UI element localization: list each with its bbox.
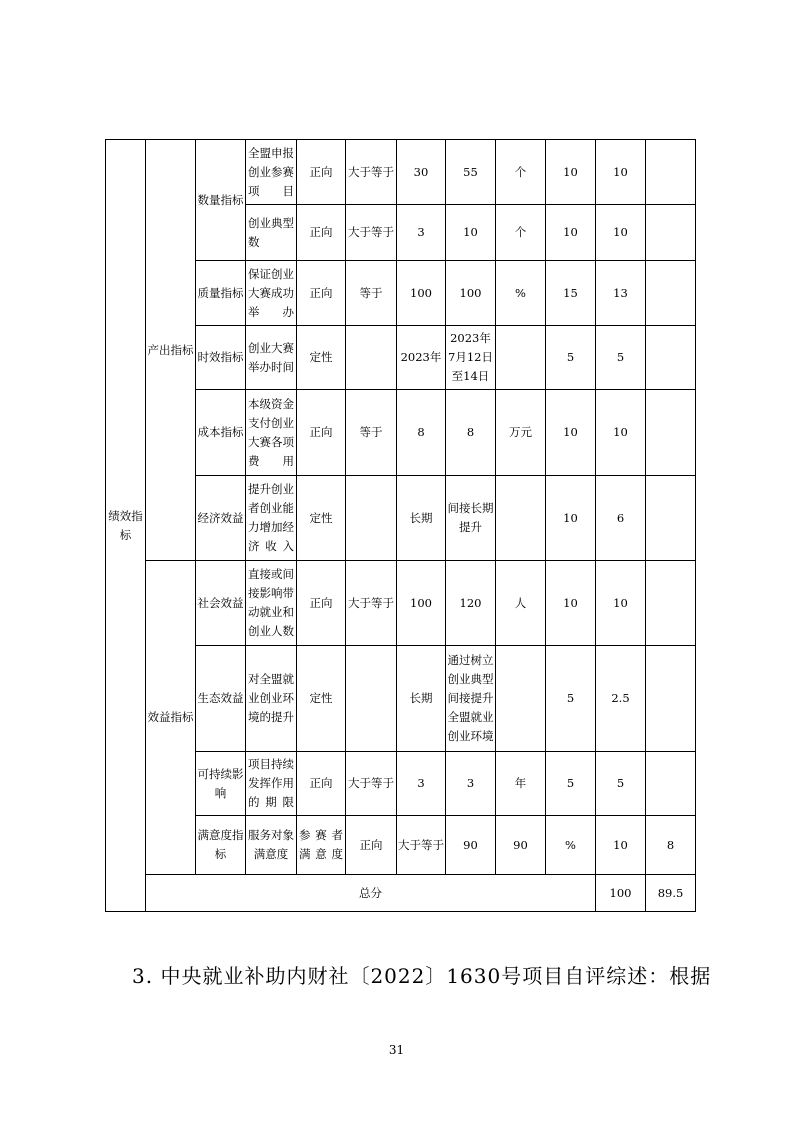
weight-cell: 10 (546, 476, 596, 561)
target-cell: 100 (397, 261, 446, 326)
target-cell: 长期 (397, 476, 446, 561)
section-summary-text: 3. 中央就业补助内财社〔2022〕1630号项目自评综述：根据 (132, 964, 712, 988)
quality-indicator-cell: 质量指标 (196, 261, 246, 326)
total-score-cell: 89.5 (646, 875, 696, 912)
cost-indicator-cell: 成本指标 (196, 390, 246, 476)
direction-cell: 正向 (297, 390, 346, 476)
operator-cell: 大于等于 (346, 205, 397, 261)
direction-cell: 正向 (346, 816, 397, 875)
remark-cell (646, 326, 696, 390)
unit-cell: % (496, 261, 546, 326)
unit-cell: 个 (496, 140, 546, 205)
sustainable-indicator-cell: 可持续影响 (196, 752, 246, 816)
target-cell: 90 (446, 816, 496, 875)
operator-cell (346, 326, 397, 390)
unit-cell (496, 646, 546, 752)
remark-cell (646, 261, 696, 326)
direction-cell: 正向 (297, 261, 346, 326)
table-row (106, 561, 696, 646)
indicator-desc: 全盟申报创业参赛项目 (246, 140, 297, 205)
score-cell: 8 (646, 816, 696, 875)
total-weight-cell: 100 (596, 875, 646, 912)
weight-cell: 10 (596, 816, 646, 875)
unit-cell: % (546, 816, 596, 875)
table-row (106, 140, 696, 205)
target-cell: 3 (397, 752, 446, 816)
weight-cell: 10 (546, 140, 596, 205)
operator-cell (346, 646, 397, 752)
target-cell: 3 (397, 205, 446, 261)
remark-cell (646, 205, 696, 261)
score-cell: 6 (596, 476, 646, 561)
actual-cell: 2023年7月12日至14日 (446, 326, 496, 390)
table-row (106, 875, 696, 912)
indicator-desc: 保证创业大赛成功举办 (246, 261, 297, 326)
score-cell: 2.5 (596, 646, 646, 752)
target-cell: 8 (397, 390, 446, 476)
target-cell: 2023年 (397, 326, 446, 390)
weight-cell: 10 (546, 390, 596, 476)
weight-cell: 5 (546, 646, 596, 752)
operator-cell: 等于 (346, 261, 397, 326)
unit-cell (496, 476, 546, 561)
unit-cell: 年 (496, 752, 546, 816)
score-cell: 10 (596, 205, 646, 261)
score-cell: 5 (596, 326, 646, 390)
total-label-cell: 总分 (146, 875, 596, 912)
unit-cell (496, 326, 546, 390)
score-cell: 10 (596, 561, 646, 646)
remark-cell (646, 752, 696, 816)
indicator-desc: 对全盟就业创业环境的提升 (246, 646, 297, 752)
weight-cell: 5 (546, 752, 596, 816)
score-cell: 5 (596, 752, 646, 816)
indicator-desc: 参赛者满意度 (297, 816, 346, 875)
satisfaction-sub-cell: 服务对象满意度 (246, 816, 297, 875)
weight-cell: 10 (546, 205, 596, 261)
social-indicator-cell: 社会效益 (196, 561, 246, 646)
target-cell: 长期 (397, 646, 446, 752)
actual-cell: 10 (446, 205, 496, 261)
indicator-desc: 创业典型数 (246, 205, 297, 261)
indicator-desc: 提升创业者创业能力增加经济收入 (246, 476, 297, 561)
score-cell: 10 (596, 140, 646, 205)
actual-cell: 100 (446, 261, 496, 326)
unit-cell: 人 (496, 561, 546, 646)
score-cell: 13 (596, 261, 646, 326)
direction-cell: 定性 (297, 476, 346, 561)
indicator-desc: 项目持续发挥作用的期限 (246, 752, 297, 816)
target-cell: 100 (397, 561, 446, 646)
operator-cell: 大于等于 (346, 561, 397, 646)
output-indicator-cell: 产出指标 (146, 140, 196, 561)
ecological-indicator-cell: 生态效益 (196, 646, 246, 752)
operator-cell: 大于等于 (397, 816, 446, 875)
weight-cell: 10 (546, 561, 596, 646)
indicator-desc: 本级资金支付创业大赛各项费用 (246, 390, 297, 476)
level1-cell: 绩效指标 (106, 140, 146, 912)
economic-indicator-cell: 经济效益 (196, 476, 246, 561)
operator-cell (346, 476, 397, 561)
timeliness-indicator-cell: 时效指标 (196, 326, 246, 390)
actual-cell: 通过树立创业典型间接提升全盟就业创业环境 (446, 646, 496, 752)
operator-cell: 大于等于 (346, 140, 397, 205)
unit-cell: 个 (496, 205, 546, 261)
performance-table (105, 139, 696, 912)
quantity-indicator-cell: 数量指标 (196, 140, 246, 261)
direction-cell: 正向 (297, 561, 346, 646)
actual-cell: 8 (446, 390, 496, 476)
direction-cell: 定性 (297, 646, 346, 752)
benefit-indicator-cell: 效益指标 (146, 561, 196, 875)
actual-cell: 55 (446, 140, 496, 205)
score-cell: 10 (596, 390, 646, 476)
weight-cell: 5 (546, 326, 596, 390)
actual-cell: 间接长期提升 (446, 476, 496, 561)
direction-cell: 正向 (297, 140, 346, 205)
direction-cell: 定性 (297, 326, 346, 390)
unit-cell: 万元 (496, 390, 546, 476)
direction-cell: 正向 (297, 205, 346, 261)
indicator-desc: 直接或间接影响带动就业和创业人数 (246, 561, 297, 646)
actual-cell: 120 (446, 561, 496, 646)
satisfaction-indicator-cell: 满意度指标 (196, 816, 246, 875)
remark-cell (646, 646, 696, 752)
remark-cell (646, 476, 696, 561)
target-cell: 30 (397, 140, 446, 205)
remark-cell (646, 561, 696, 646)
remark-cell (646, 140, 696, 205)
remark-cell (646, 390, 696, 476)
actual-cell: 3 (446, 752, 496, 816)
weight-cell: 15 (546, 261, 596, 326)
page-number: 31 (388, 1043, 405, 1057)
actual-cell: 90 (496, 816, 546, 875)
operator-cell: 大于等于 (346, 752, 397, 816)
operator-cell: 等于 (346, 390, 397, 476)
indicator-desc: 创业大赛举办时间 (246, 326, 297, 390)
direction-cell: 正向 (297, 752, 346, 816)
